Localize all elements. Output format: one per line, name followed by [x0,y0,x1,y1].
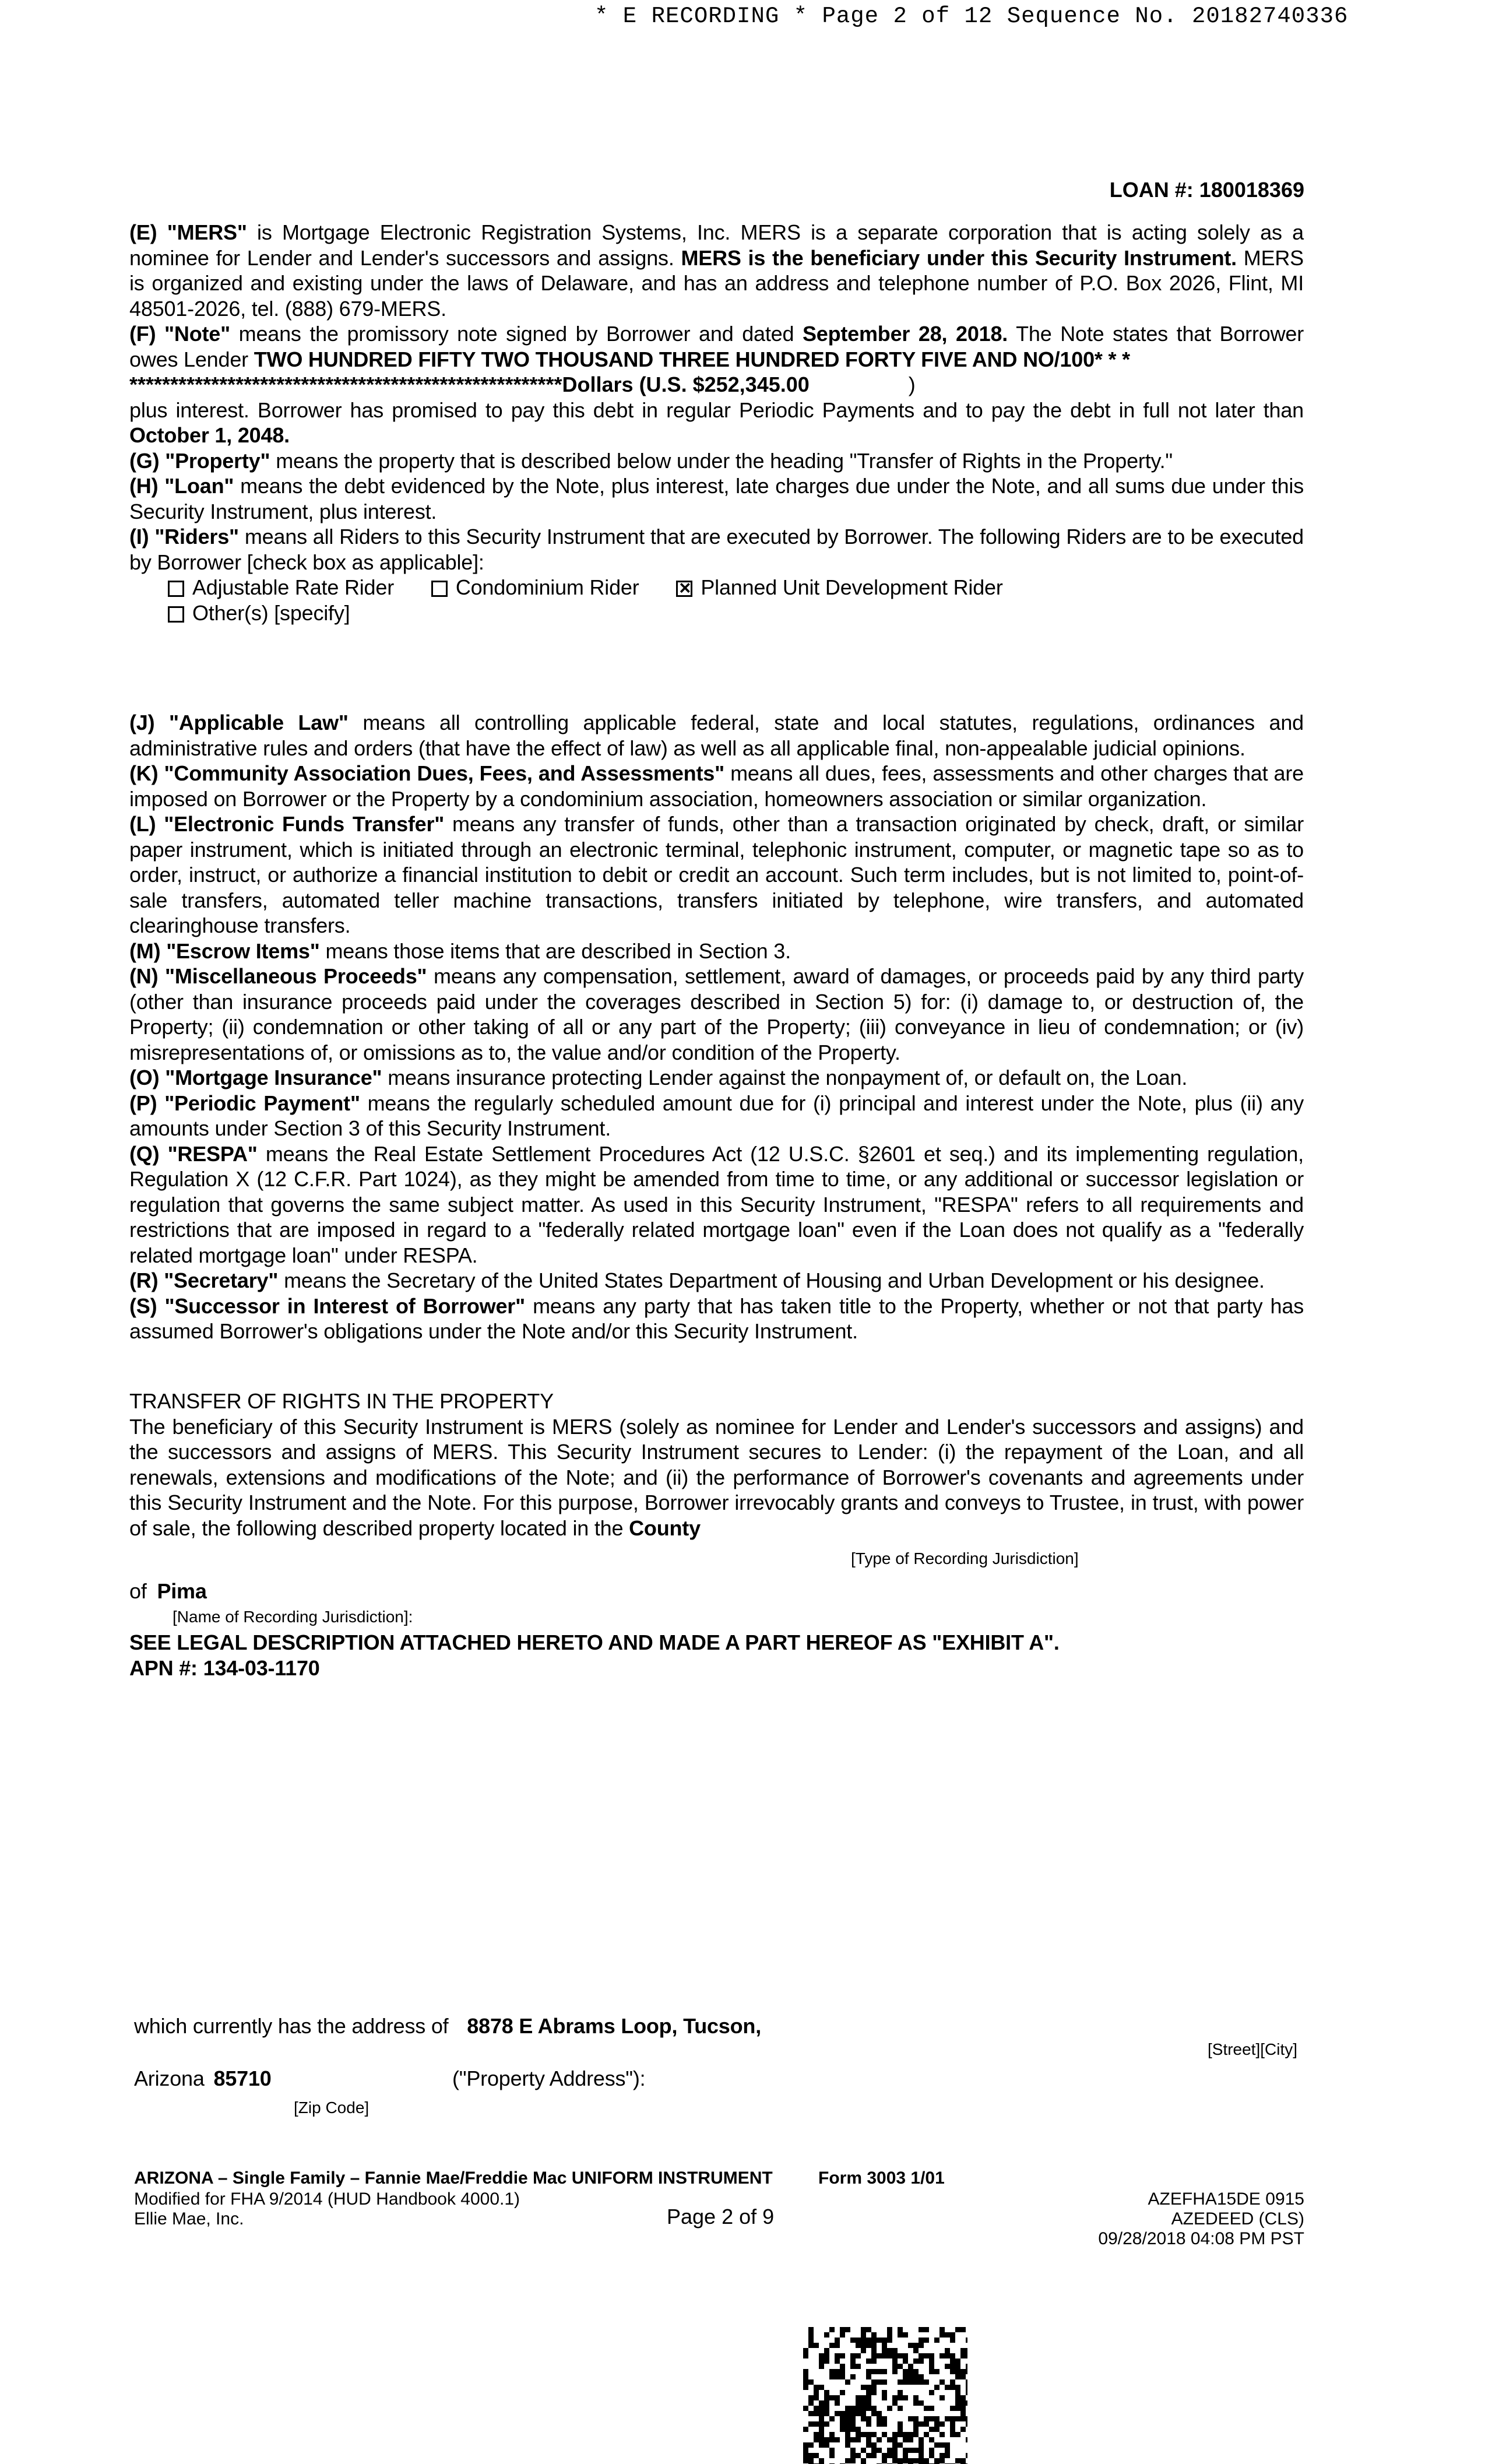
loan-number: LOAN #: 180018369 [1109,178,1304,202]
definition-k [129,761,1304,811]
definition-o [129,1065,1304,1091]
footer-code-1: AZEFHA15DE 0915 [1148,2189,1304,2209]
definition-text: means the Real Estate Settlement Procedures Act (12 U.S.C. §2601 et seq.) and its implementing regulation, Regulation X (12 C.F.R. Part 1024), as they might be amended from time to time, or any additional or successor legislation or regulation that governs the same subject matter. As used in this Security Instrument, "RESPA" refers to all requirements and restrictions that are imposed in regard to a "federally related mortgage loan" even if the Loan does not qualify as a "federally related mortgage loan" under RESPA. [129,1141,1304,1267]
definition-label: (L) [129,812,156,836]
of-label: of [129,1579,147,1603]
definition-term: "MERS" [167,220,247,244]
transfer-heading: TRANSFER OF RIGHTS IN THE PROPERTY [129,1389,554,1413]
definition-text: means the Secretary of the United States Department of Housing and Urban Development or his designee. [278,1268,1265,1292]
jurisdiction-type-label: [Type of Recording Jurisdiction] [851,1549,1079,1567]
state-zip-line [134,2066,272,2092]
note-date: September 28, 2018. [802,322,1008,346]
rider-label: Other(s) [specify] [192,600,350,625]
definition-label: (F) [129,322,156,346]
transfer-section [129,1389,1304,1541]
definition-text: means any compensation, settlement, award of damages, or proceeds paid by any third party (other than insurance proceeds paid under the coverages described in Section 5) for: (i) damage to, or destruction of, the Property; (ii) condemnation or other taking of all or any part of the Property; (iii) conveyance in lieu of condemnation; or (iv) misrepresentations of, or omissions as to, the value and/or condition of the Property. [129,964,1304,1064]
definition-p [129,1091,1304,1141]
checkbox-condominium-rider[interactable] [431,581,448,597]
definition-label: (O) [129,1066,160,1089]
street-city: 8878 E Abrams Loop, Tucson, [467,2014,762,2038]
definition-text: means all Riders to this Security Instrument that are executed by Borrower. The following Riders are to be executed by Borrower [check box as applicable]: [129,525,1304,574]
state: Arizona [134,2066,205,2090]
definition-term: "Riders" [154,525,239,549]
definition-term: "Electronic Funds Transfer" [164,812,445,836]
definition-term: "Mortgage Insurance" [165,1066,382,1089]
definition-term: "Loan" [164,474,234,498]
footer-page-number: Page 2 of 9 [667,2205,775,2229]
riders-row-1 [168,575,1304,600]
definition-term: "Secretary" [164,1268,279,1292]
definition-text: means the debt evidenced by the Note, plus interest, late charges due under the Note, and all sums due under this Security Instrument, plus interest. [129,474,1304,523]
definition-text: means insurance protecting Lender against the nonpayment of, or default on, the Loan. [382,1066,1188,1089]
amount-stars: *****************************************************Dollars (U.S. [129,372,693,396]
definition-r [129,1268,1304,1293]
definition-text: means all dues, fees, assessments and other charges that are imposed on Borrower or the Property by a condominium association, homeowners association or similar organization. [129,761,1304,811]
footer-timestamp: 09/28/2018 04:08 PM PST [1098,2229,1304,2248]
barcode-image [803,2327,967,2464]
definition-label: (P) [129,1091,157,1115]
loan-amount: $252,345.00 [692,372,810,396]
definition-term: "Successor in Interest of Borrower" [164,1293,525,1318]
definition-label: (G) [129,448,160,473]
jurisdiction-name-label: [Name of Recording Jurisdiction]: [173,1608,413,1626]
definition-text: means those items that are described in Section 3. [319,939,791,963]
riders-row-2 [168,600,1304,626]
definition-label: (M) [129,939,161,963]
rider-label: Adjustable Rate Rider [192,575,394,599]
definition-label: (N) [129,964,159,988]
footer-instrument: – Single Family – Fannie Mae/Freddie Mac UNIFORM INSTRUMENT [213,2168,773,2188]
definition-term: "Note" [164,322,230,346]
definition-f [129,321,1304,372]
recording-header: * E RECORDING * Page 2 of 12 Sequence No. 20182740336 [594,3,1349,29]
definition-term: "Applicable Law" [169,711,349,734]
jurisdiction-name: Pima [157,1579,207,1603]
definition-term: "Periodic Payment" [164,1091,360,1115]
definition-term: "Escrow Items" [166,939,320,963]
definitions-section-1 [129,220,1304,625]
definition-text: means the promissory note signed by Borrower and dated [230,322,803,346]
definition-label: (H) [129,474,159,498]
definition-text: means the property that is described below under the heading "Transfer of Rights in the Property." [270,448,1173,473]
definition-q [129,1141,1304,1268]
zip-code-label: [Zip Code] [294,2099,370,2117]
definition-l [129,811,1304,939]
definition-h [129,473,1304,524]
definition-term: "Miscellaneous Proceeds" [165,964,427,988]
checkbox-planned-unit-development-rider[interactable] [676,581,692,597]
amount-line [129,372,1304,398]
definition-term: "Property" [165,448,270,473]
definitions-section-2 [129,710,1304,1344]
footer-code-2: AZEDEED (CLS) [1171,2209,1304,2229]
definition-m [129,939,1304,964]
rider-label: Planned Unit Development Rider [701,575,1003,599]
due-date: October 1, 2048. [129,423,290,447]
definition-text: means any party that has taken title to the Property, whether or not that party has assumed Borrower's obligations under the Note and/or this Security Instrument. [129,1293,1304,1343]
definition-text: The Note states that Borrower owes Lender [129,322,1304,371]
definition-text: means all controlling applicable federal, state and local statutes, regulations, ordinances and administrative rules and orders (that have the effect of law) as well as all applicable final, non-appealable judicial opinions. [129,711,1304,760]
property-address-label: ("Property Address"): [452,2066,646,2090]
definition-term: "RESPA" [167,1141,258,1166]
jurisdiction-line [129,1579,207,1604]
definition-label: (Q) [129,1141,160,1166]
definition-bold-text: MERS is the beneficiary under this Security Instrument. [681,245,1237,270]
apn-number: APN #: 134-03-1170 [129,1656,320,1680]
amount-in-words: TWO HUNDRED FIFTY TWO THOUSAND THREE HUNDRED FORTY FIVE AND NO/100* * * [254,347,1130,371]
definition-text: means the regularly scheduled amount due for (i) principal and interest under the Note, plus (ii) any amounts under Section 3 of this Security Instrument. [129,1091,1304,1140]
footer-state: ARIZONA [134,2168,213,2188]
definition-f-continued [129,398,1304,448]
zip-code: 85710 [213,2066,272,2090]
checkbox-adjustable-rate-rider[interactable] [168,581,184,597]
transfer-paragraph [129,1414,1304,1541]
definition-s [129,1293,1304,1344]
jurisdiction-type: County [629,1516,701,1540]
definition-label: (K) [129,761,159,785]
definition-g [129,448,1304,474]
checkbox-other-rider[interactable] [168,606,184,623]
definition-j [129,710,1304,761]
definition-label: (S) [129,1293,157,1318]
footer-company: Ellie Mae, Inc. [134,2209,244,2229]
definition-text: MERS is organized and existing under the laws of Delaware, and has an address and telephone number of P.O. Box 2026, Flint, MI 48501-2026, tel. (888) 679-MERS. [129,245,1304,321]
definition-text: is Mortgage Electronic Registration Systems, Inc. MERS is a separate corporation that is acting solely as a nominee for Lender and Lender's successors and assigns. [129,220,1304,270]
definition-label: (I) [129,525,149,549]
footer-form-number: Form 3003 1/01 [818,2168,945,2188]
definition-label: (E) [129,220,157,244]
definition-n [129,964,1304,1065]
definition-label: (J) [129,711,155,734]
street-city-label: [Street][City] [1208,2040,1298,2058]
address-prefix: which currently has the address of [134,2014,449,2038]
closing-paren: ) [908,372,916,396]
definition-label: (R) [129,1268,159,1292]
definition-i [129,524,1304,575]
transfer-text: The beneficiary of this Security Instrument is MERS (solely as nominee for Lender and Lender's successors and assigns) and the successors and assigns of MERS. This Security Instrument secures to Lender: (i) the repayment of the Loan, and all renewals, extensions and modifications of the Note; and (ii) the performance of Borrower's covenants and agreements under this Security Instrument and the Note. For this purpose, Borrower irrevocably grants and conveys to Trustee, in trust, with power of sale, the following described property located in the [129,1414,1304,1540]
footer-form-line [134,2168,773,2188]
definition-text: plus interest. Borrower has promised to pay this debt in regular Periodic Payments and to pay the debt in full not later than [129,398,1304,422]
definition-text: means any transfer of funds, other than a transaction originated by check, draft, or similar paper instrument, which is initiated through an electronic terminal, telephonic instrument, computer, or magnetic tape so as to order, instruct, or authorize a financial institution to debit or credit an account. Such term includes, but is not limited to, point-of-sale transfers, automated teller machine transactions, transfers initiated by telephone, wire transfers, and automated clearinghouse transfers. [129,812,1304,937]
legal-description: SEE LEGAL DESCRIPTION ATTACHED HERETO AND MADE A PART HEREOF AS "EXHIBIT A". [129,1630,1060,1654]
footer-modified: Modified for FHA 9/2014 (HUD Handbook 4000.1) [134,2189,520,2209]
definition-term: "Community Association Dues, Fees, and Assessments" [164,761,724,785]
definition-e [129,220,1304,321]
rider-label: Condominium Rider [455,575,639,599]
address-line [134,2013,761,2039]
